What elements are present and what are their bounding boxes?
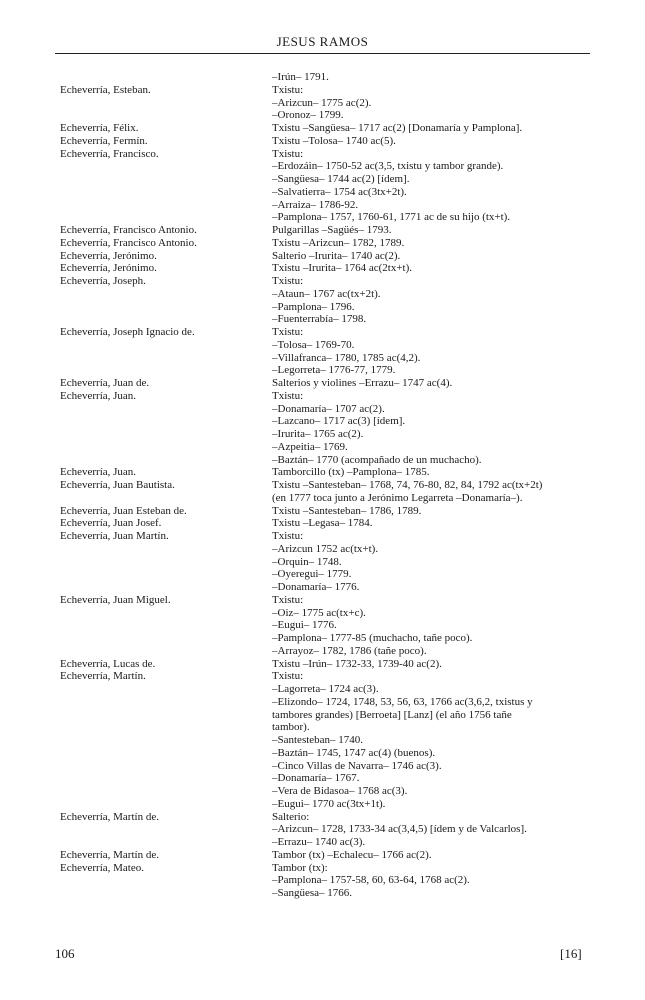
entry-line: –Fuenterrabía– 1798.: [272, 313, 367, 326]
entry-line: –Vera de Bidasoa– 1768 ac(3).: [272, 785, 408, 797]
entry-line: Salterio:: [272, 810, 310, 823]
entry-name: Echeverría, Juan de.: [60, 377, 150, 389]
entry-line: –Sangüesa– 1766.: [272, 887, 353, 899]
entry-details: [272, 84, 590, 122]
entry-line: –Oronoz– 1799.: [272, 109, 344, 122]
entry-details: [272, 148, 590, 225]
entry-line: –Donamaría– 1776.: [272, 581, 360, 593]
entry-line: Txistu –Legasa– 1784.: [272, 517, 373, 530]
entry-line: Txistu –Irún– 1732-33, 1739-40 ac(2).: [272, 657, 442, 670]
entry-line: Txistu –Sangüesa– 1717 ac(2) [Donamaría y Pamplona].: [272, 122, 523, 134]
entry-line: –Oyeregui– 1779.: [272, 568, 352, 581]
entry-name: Echeverría, Martín de.: [60, 810, 159, 823]
entry-details: [272, 594, 590, 658]
entry-details: [272, 390, 590, 467]
entry-name: Echeverría, Juan.: [60, 466, 137, 479]
entry-name: Echeverría, Juan Miguel.: [60, 593, 171, 606]
entry-line: Txistu:: [272, 326, 304, 338]
entry-line: –Orquin– 1748.: [272, 555, 342, 568]
entry-row: [0, 862, 645, 900]
entry-details: [272, 122, 590, 135]
entry-line: –Arraiza– 1786-92.: [272, 198, 359, 211]
entry-name: Echeverría, Francisco Antonio.: [60, 236, 197, 249]
entry-name: Echeverría, Félix.: [60, 122, 139, 134]
entry-details: [272, 811, 590, 849]
entry-line: tambores grandes) [Berroeta] [Lanz] (el año 1756 tañe: [272, 708, 512, 721]
entry-line: Salterio –Irurita– 1740 ac(2).: [272, 249, 401, 262]
entry-row: [0, 71, 645, 84]
entry-name: Echeverría, Juan Martín.: [60, 530, 169, 542]
entry-name: Echeverría, Joseph Ignacio de.: [60, 326, 195, 338]
entry-line: Txistu:: [272, 275, 304, 287]
entry-name: Echeverría, Juan Esteban de.: [60, 504, 187, 517]
entry-details: [272, 250, 590, 263]
entry-line: –Donamaría– 1767.: [272, 772, 360, 785]
entry-details: [272, 275, 590, 326]
entry-details: [272, 849, 590, 862]
entry-details: [272, 658, 590, 671]
entry-line: –Irurita– 1765 ac(2).: [272, 428, 364, 440]
entry-row: [0, 811, 645, 849]
entry-name: Echeverría, Juan Bautista.: [60, 479, 175, 491]
entry-line: (en 1777 toca junto a Jerónimo Legarreta –Donamaría–).: [272, 491, 523, 504]
entry-row: [0, 224, 645, 237]
entry-row: [0, 377, 645, 390]
entry-line: Txistu:: [272, 530, 304, 542]
entry-details: [272, 517, 590, 530]
entry-row: [0, 237, 645, 250]
entry-line: –Legorreta– 1776-77, 1779.: [272, 364, 396, 377]
entry-line: –Irún– 1791.: [272, 71, 329, 83]
entry-line: –Azpeitia– 1769.: [272, 440, 348, 453]
running-header: JESUS RAMOS: [276, 34, 369, 49]
entry-row: [0, 479, 645, 505]
entry-name: Echeverría, Jerónimo.: [60, 262, 157, 275]
entry-line: –Santesteban– 1740.: [272, 734, 364, 746]
entry-name: Echeverría, Juan.: [60, 389, 137, 402]
entry-line: –Baztán– 1745, 1747 ac(4) (buenos).: [272, 746, 436, 759]
entry-name: Echeverría, Francisco.: [60, 147, 159, 160]
entry-line: –Pamplona– 1757-58, 60, 63-64, 1768 ac(2).: [272, 874, 470, 887]
entry-line: Txistu:: [272, 147, 304, 160]
entry-name: Echeverría, Esteban.: [60, 83, 151, 96]
entry-line: Tambor (tx) –Echalecu– 1766 ac(2).: [272, 848, 432, 861]
entry-line: Pulgarillas –Sagüés– 1793.: [272, 224, 392, 236]
entry-name: Echeverría, Mateo.: [60, 861, 144, 874]
section-reference: [16]: [560, 946, 582, 961]
entry-row: [0, 658, 645, 671]
entry-name: Echeverría, Joseph.: [60, 275, 146, 287]
entry-row: [0, 122, 645, 135]
entry-line: Tambor (tx):: [272, 861, 328, 874]
entry-name: Echeverría, Fermín.: [60, 134, 148, 147]
entry-row: [0, 505, 645, 518]
entry-row: [0, 84, 645, 122]
entry-line: Txistu –Santesteban– 1786, 1789.: [272, 504, 422, 517]
entry-row: [0, 326, 645, 377]
entry-line: –Eugui– 1776.: [272, 619, 337, 632]
entry-details: [272, 71, 590, 84]
entry-details: [272, 224, 590, 237]
page-number: 106: [55, 946, 75, 961]
entry-line: –Donamaría– 1707 ac(2).: [272, 402, 385, 415]
entry-name: Echeverría, Jerónimo.: [60, 249, 157, 262]
entry-line: Txistu:: [272, 593, 304, 606]
entry-line: Txistu –Tolosa– 1740 ac(5).: [272, 134, 396, 147]
entry-line: Tamborcillo (tx) –Pamplona– 1785.: [272, 466, 430, 479]
entry-details: [272, 326, 590, 377]
entry-row: [0, 594, 645, 658]
entry-details: [272, 466, 590, 479]
entry-row: [0, 275, 645, 326]
entry-line: –Tolosa– 1769-70.: [272, 338, 355, 351]
entry-line: –Lazcano– 1717 ac(3) [ídem].: [272, 415, 406, 428]
entry-line: –Arizcun– 1728, 1733-34 ac(3,4,5) [ídem y de Valcarlos].: [272, 823, 527, 836]
entry-line: –Eugui– 1770 ac(3tx+1t).: [272, 797, 386, 810]
entry-line: Txistu –Arizcun– 1782, 1789.: [272, 236, 405, 249]
entry-line: –Arrayoz– 1782, 1786 (tañe poco).: [272, 644, 427, 657]
entry-line: –Erdozáin– 1750-52 ac(3,5, txistu y tambor grande).: [272, 160, 504, 173]
entry-name: Echeverría, Juan Josef.: [60, 517, 162, 530]
entry-line: Txistu –Irurita– 1764 ac(2tx+t).: [272, 262, 413, 275]
entry-line: –Ataun– 1767 ac(tx+2t).: [272, 287, 381, 300]
entry-row: [0, 148, 645, 225]
entry-line: –Salvatierra– 1754 ac(3tx+2t).: [272, 185, 407, 198]
entry-line: –Baztán– 1770 (acompañado de un muchacho).: [272, 453, 482, 466]
entry-line: –Cinco Villas de Navarra– 1746 ac(3).: [272, 759, 442, 772]
entry-details: [272, 377, 590, 390]
entry-row: [0, 517, 645, 530]
entry-line: –Pamplona– 1777-85 (muchacho, tañe poco).: [272, 632, 473, 644]
entry-row: [0, 250, 645, 263]
entry-line: –Oiz– 1775 ac(tx+c).: [272, 606, 366, 619]
entry-line: –Arizcun– 1775 ac(2).: [272, 96, 372, 109]
entry-line: –Errazu– 1740 ac(3).: [272, 836, 366, 848]
entry-name: Echeverría, Martín.: [60, 670, 146, 683]
entry-row: [0, 849, 645, 862]
entry-list: [0, 71, 645, 900]
entry-row: [0, 262, 645, 275]
entry-details: [272, 530, 590, 594]
entry-line: –Pamplona– 1757, 1760-61, 1771 ac de su hijo (tx+t).: [272, 211, 511, 224]
entry-line: –Sangüesa– 1744 ac(2) [ídem].: [272, 173, 410, 185]
entry-line: –Arizcun 1752 ac(tx+t).: [272, 542, 379, 555]
header-rule: [55, 53, 590, 54]
entry-details: [272, 262, 590, 275]
entry-details: [272, 479, 590, 505]
entry-line: Txistu:: [272, 670, 304, 683]
entry-row: [0, 466, 645, 479]
entry-line: –Lagorreta– 1724 ac(3).: [272, 683, 379, 695]
entry-row: [0, 390, 645, 467]
entry-line: Txistu:: [272, 83, 304, 96]
entry-line: Txistu –Santesteban– 1768, 74, 76-80, 82, 84, 1792 ac(tx+2t): [272, 479, 543, 491]
entry-line: Salterios y violines –Errazu– 1747 ac(4).: [272, 377, 453, 389]
entry-line: –Elizondo– 1724, 1748, 53, 56, 63, 1766 ac(3,6,2, txistus y: [272, 695, 533, 708]
entry-name: Echeverría, Francisco Antonio.: [60, 224, 197, 236]
entry-details: [272, 237, 590, 250]
entry-row: [0, 135, 645, 148]
entry-line: –Pamplona– 1796.: [272, 300, 355, 313]
entry-line: Txistu:: [272, 389, 304, 402]
entry-details: [272, 862, 590, 900]
entry-details: [272, 135, 590, 148]
entry-details: [272, 670, 590, 810]
entry-name: Echeverría, Martín de.: [60, 848, 159, 861]
entry-line: tambor).: [272, 721, 310, 734]
entry-name: Echeverría, Lucas de.: [60, 657, 156, 670]
entry-row: [0, 670, 645, 810]
entry-details: [272, 505, 590, 518]
entry-row: [0, 530, 645, 594]
entry-line: –Villafranca– 1780, 1785 ac(4,2).: [272, 351, 421, 364]
